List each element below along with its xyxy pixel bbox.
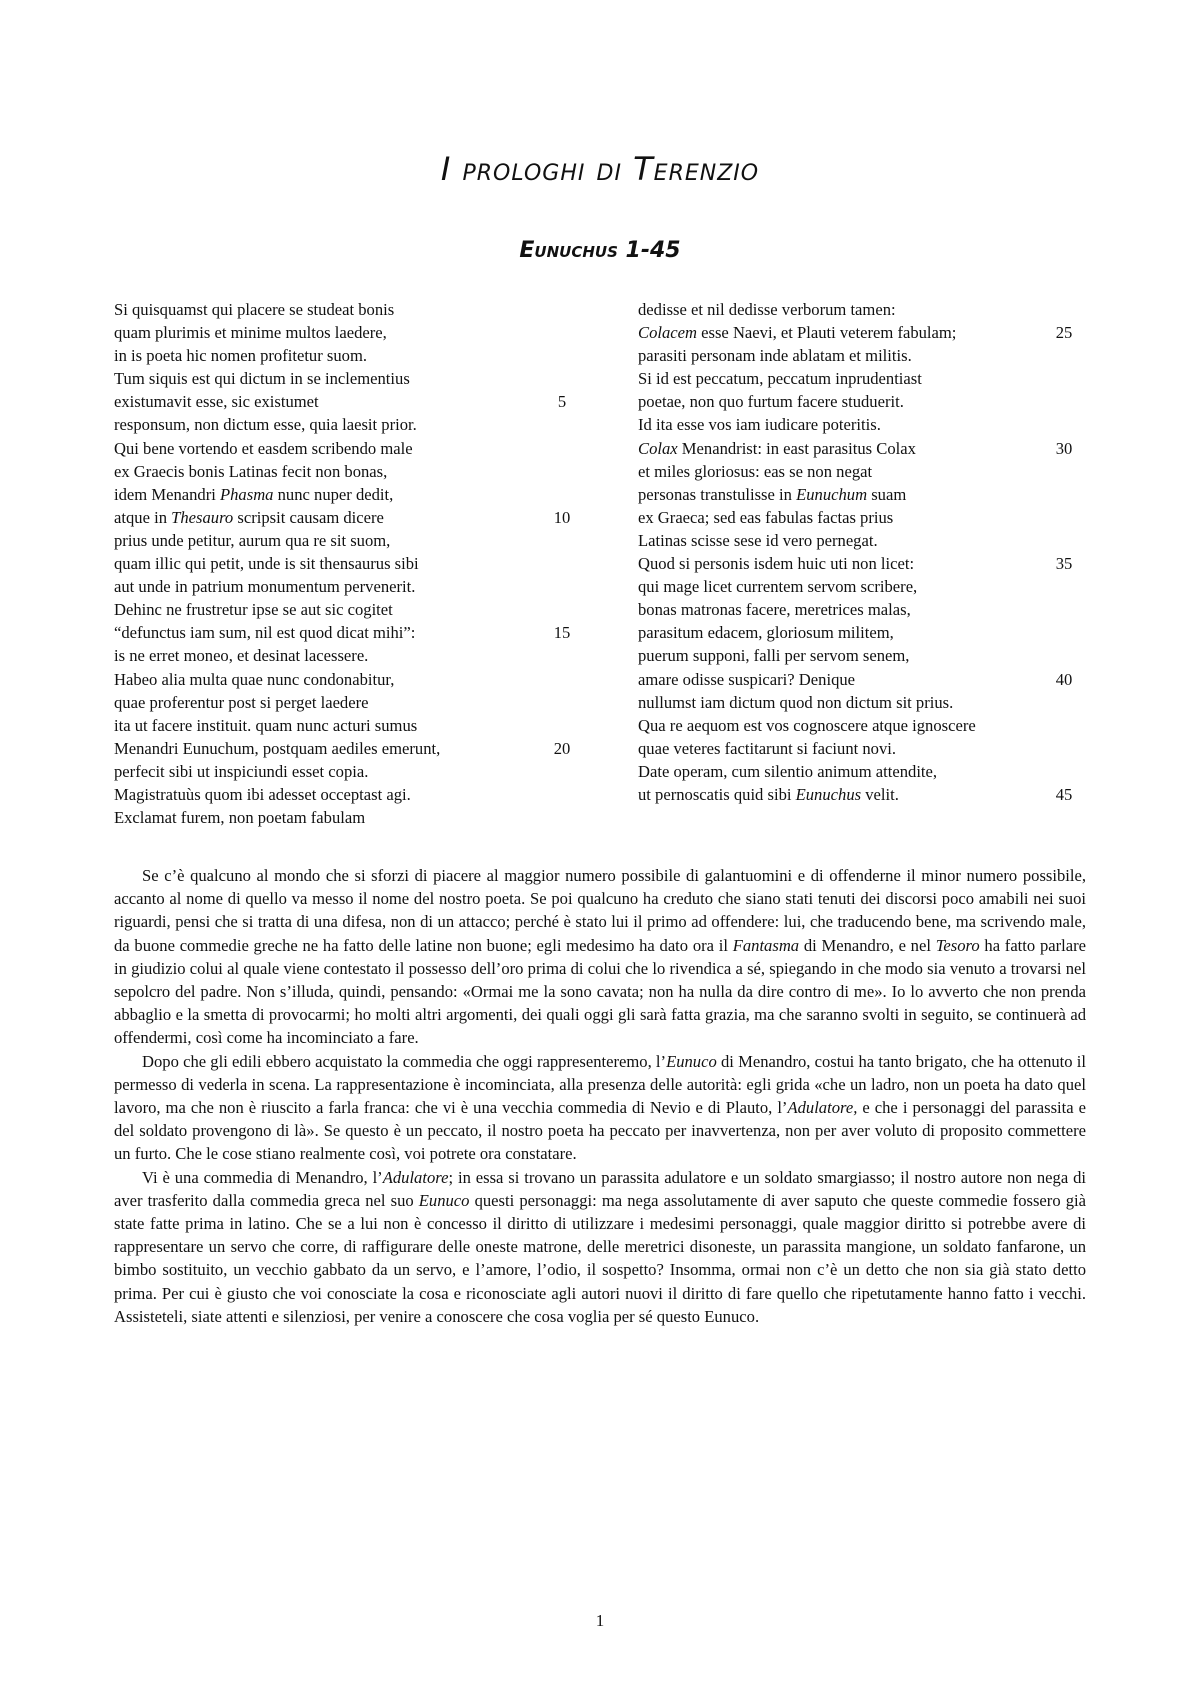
text-segment: ha fatto parlare in giudizio colui al quale viene contestato il possesso dell’oro prima di colui che lo rivendica a sé, spiegando in che modo sia venuto a trovarsi nel sepolcro del padre. Non s’illuda, quindi, pensando: «Ormai me la sono cavata; non ha nulla da dire contro di me». Io lo avverto che non prenda abbaglio e la smetta di provocarmi; ho molti altri argomenti, dei quali oggi gli sarà fatta grazia, ma che saranno svolti in seguito, se continuerà ad offendermi, così come ha incominciato a fare.: [114, 935, 1086, 1048]
verse-line: [638, 460, 1098, 483]
verse-line: [638, 783, 1098, 806]
verse-text: [638, 646, 909, 665]
verse-number: 15: [553, 623, 571, 643]
verse-text: [638, 670, 855, 689]
verse-text: [114, 716, 417, 735]
verse-text: [638, 716, 976, 735]
latin-verses-right-column: [638, 298, 1098, 806]
verse-line: [638, 529, 1098, 552]
verse-line: [114, 483, 574, 506]
text-segment: parasitum edacem, gloriosum militem,: [638, 623, 894, 643]
text-segment: is ne erret moneo, et desinat lacessere.: [114, 646, 369, 666]
verse-text: [638, 600, 911, 619]
verse-line: [638, 598, 1098, 621]
verse-text: [114, 623, 415, 642]
italic-title: Colax: [638, 438, 678, 458]
text-segment: Exclamat furem, non poetam fabulam: [114, 808, 366, 828]
verse-line: [114, 575, 574, 598]
text-segment: personas transtulisse in: [638, 484, 797, 504]
verse-line: [114, 714, 574, 737]
verse-line: [638, 691, 1098, 714]
verse-text: [638, 531, 878, 550]
text-segment: prius unde petitur, aurum qua re sit suom,: [114, 530, 391, 550]
text-segment: quam illic qui petit, unde is sit thensaurus sibi: [114, 554, 419, 574]
italic-title: Fantasma: [732, 935, 800, 955]
verse-line: [638, 506, 1098, 529]
verse-line: [114, 783, 574, 806]
verse-text: [638, 346, 912, 365]
verse-line: [114, 668, 574, 691]
section-subtitle: Eunuchus 1-45: [519, 238, 681, 263]
text-segment: Qua re aequom est vos cognoscere atque ignoscere: [638, 715, 976, 735]
verse-line: [638, 413, 1098, 436]
text-segment: ex Graecis bonis Latinas fecit non bonas,: [114, 461, 388, 481]
text-segment: parasiti personam inde ablatam et militis.: [638, 346, 912, 366]
verse-text: [638, 323, 956, 342]
latin-verses-left-column: [114, 298, 574, 829]
text-segment: ut pernoscatis quid sibi: [638, 784, 796, 804]
verse-text: [114, 554, 419, 573]
text-segment: ex Graeca; sed eas fabulas factas prius: [638, 507, 894, 527]
verse-text: [114, 577, 415, 596]
verse-text: [114, 485, 393, 504]
translation-paragraph: [114, 864, 1086, 1050]
verse-line: [114, 760, 574, 783]
verse-text: [638, 693, 953, 712]
text-segment: Tum siquis est qui dictum in se inclementius: [114, 369, 410, 389]
verse-line: [114, 644, 574, 667]
verse-text: [114, 392, 319, 411]
verse-text: [114, 739, 440, 758]
text-segment: Magistratuùs quom ibi adesset occeptast agi.: [114, 784, 411, 804]
verse-text: [638, 300, 896, 319]
verse-text: [638, 623, 894, 642]
verse-line: [638, 552, 1098, 575]
text-segment: ita ut facere instituit. quam nunc acturi sumus: [114, 715, 418, 735]
text-segment: di Menandro, costui ha tanto brigato, che ha ottenuto il permesso di vederla in scena. La rappresentazione è incominciata, alla presenza delle autorità: egli grida «che un ladro, non un poeta ha dato quel lavoro, ma che non è riuscito a farla franca: che vi è una vecchia commedia di Nevio e di Plauto, l’: [114, 1051, 1086, 1118]
verse-line: [638, 737, 1098, 760]
verse-line: [114, 806, 574, 829]
text-segment: velit.: [861, 784, 899, 804]
verse-number: 10: [553, 507, 571, 527]
text-segment: poetae, non quo furtum facere studuerit.: [638, 392, 904, 412]
verse-text: [638, 577, 917, 596]
verse-line: [114, 321, 574, 344]
text-segment: Qui bene vortendo et easdem scribendo male: [114, 438, 413, 458]
text-segment: idem Menandri: [114, 484, 220, 504]
translation-paragraph: [114, 1166, 1086, 1328]
verse-text: [114, 323, 387, 342]
text-segment: Id ita esse vos iam iudicare poteritis.: [638, 415, 881, 435]
verse-text: [638, 415, 881, 434]
verse-text: [638, 554, 914, 573]
verse-line: [638, 298, 1098, 321]
text-segment: Se c’è qualcuno al mondo che si sforzi di piacere al maggior numero possibile di galantuomini e di offenderne il minor numero possibile, accanto al nome di quello va messo il nome del nostro poeta. Se poi qualcuno ha creduto che siano stati tenuti dei discorsi poco amabili nei suoi riguardi, pensi che si tratta di una difesa, non di un attacco; perché è stato lui il primo ad offendere: lui, che traducendo bene, ma scrivendo male, da buone commedie greche ne ha fatto delle latine non buone; egli medesimo ha dato ora il: [114, 866, 1086, 955]
verse-number: 35: [1055, 554, 1073, 574]
verse-line: [638, 668, 1098, 691]
text-segment: Menandri Eunuchum, postquam aediles emerunt,: [114, 738, 441, 758]
verse-line: [638, 321, 1098, 344]
text-segment: esse Naevi, et Plauti veterem fabulam;: [697, 323, 957, 343]
verse-line: [114, 413, 574, 436]
text-segment: amare odisse suspicari? Denique: [638, 669, 856, 689]
translation-paragraph: [114, 1050, 1086, 1166]
italic-title: Eunuchum: [796, 484, 868, 504]
text-segment: in is poeta hic nomen profitetur suom.: [114, 346, 368, 366]
verse-text: [638, 462, 872, 481]
text-segment: aut unde in patrium monumentum pervenerit.: [114, 577, 416, 597]
verse-line: [638, 714, 1098, 737]
text-segment: e che i personaggi del parassita e del soldato provengono di là». Se questo è un peccato, il nostro poeta ha peccato per inavvertenza, non per aver voluto di proposito commettere un furto. Che le cose stiano realmente così, voi potrete ora constatare.: [114, 1098, 1086, 1164]
verse-text: [114, 300, 394, 319]
verse-line: [638, 390, 1098, 413]
text-segment: puerum supponi, falli per servom senem,: [638, 646, 910, 666]
verse-number: 5: [557, 392, 567, 412]
italic-title: Thesauro: [171, 507, 234, 527]
italic-title: Adulatore,: [787, 1098, 858, 1118]
verse-text: [114, 646, 368, 665]
verse-line: [638, 437, 1098, 460]
text-segment: questi personaggi: ma nega assolutamente di aver saputo che queste commedie fossero già state fatte prima in latino. Che se a lui non è concesso il diritto di utilizzare i medesimi personaggi, quale maggior diritto si potrebbe avere di rappresentare un servo che corre, di raffigurare delle oneste matrone, delle meretrici disoneste, un parassita mangione, un soldato fanfarone, un bimbo sostituito, un vecchio gabbato da un servo, e l’amore, l’odio, il sospetto? Insomma, ormai non c’è un detto che non sia già stato detto prima. Per cui è giusto che voi conosciate la cosa e riconosciate agli autori nuovi il diritto di fare quello che ripetutamente hanno fatto i vecchi. Assisteteli, siate attenti e silenziosi, per venire a conoscere che cosa voglia per sé questo Eunuco.: [114, 1190, 1086, 1326]
text-segment: Dopo che gli edili ebbero acquistato la commedia che oggi rappresenteremo, l’: [142, 1051, 667, 1071]
text-segment: quam plurimis et minime multos laedere,: [114, 323, 387, 343]
text-segment: et miles gloriosus: eas se non negat: [638, 461, 873, 481]
text-segment: Latinas scisse sese id vero pernegat.: [638, 530, 878, 550]
verse-line: [114, 621, 574, 644]
text-segment: ; in essa si trovano un parassita adulatore e un soldato smargiasso; il nostro autore non nega di aver trasferito dalla commedia greca nel suo: [114, 1167, 1086, 1210]
verse-line: [114, 691, 574, 714]
verse-text: [114, 439, 413, 458]
verse-text: [114, 462, 387, 481]
verse-line: [114, 460, 574, 483]
italic-title: Tesoro: [935, 935, 980, 955]
verse-line: [638, 367, 1098, 390]
text-segment: dedisse et nil dedisse verborum tamen:: [638, 300, 896, 319]
verse-line: [114, 529, 574, 552]
text-segment: qui mage licet currentem servom scribere,: [638, 577, 918, 597]
text-segment: nullumst iam dictum quod non dictum sit prius.: [638, 692, 954, 712]
verse-text: [638, 485, 906, 504]
verse-text: [114, 369, 410, 388]
verse-line: [114, 598, 574, 621]
text-segment: nunc nuper dedit,: [273, 484, 394, 504]
text-segment: “defunctus iam sum, nil est quod dicat mihi”:: [114, 623, 416, 643]
text-segment: responsum, non dictum esse, quia laesit prior.: [114, 415, 417, 435]
verse-line: [114, 367, 574, 390]
italic-title: Eunuco: [418, 1190, 470, 1210]
verse-number: 40: [1055, 669, 1073, 689]
text-segment: Vi è una commedia di Menandro, l’: [142, 1167, 383, 1187]
verse-number: 45: [1055, 784, 1073, 804]
text-segment: suam: [867, 484, 907, 504]
verse-text: [638, 762, 937, 781]
text-segment: Date operam, cum silentio animum attendite,: [638, 761, 938, 781]
verse-text: [114, 693, 368, 712]
verse-line: [638, 760, 1098, 783]
verse-line: [114, 344, 574, 367]
text-segment: Si id est peccatum, peccatum inprudentiast: [638, 369, 922, 389]
verse-line: [638, 644, 1098, 667]
italic-title: Eunuchus: [795, 784, 862, 804]
text-segment: perfecit sibi ut inspiciundi esset copia.: [114, 761, 369, 781]
text-segment: scripsit causam dicere: [233, 507, 384, 527]
italian-translation: [114, 864, 1086, 1328]
verse-text: [638, 739, 896, 758]
italic-title: Adulatore: [382, 1167, 449, 1187]
verse-text: [114, 346, 367, 365]
text-segment: quae proferentur post si perget laedere: [114, 692, 369, 712]
verse-number: 20: [553, 738, 571, 758]
text-segment: bonas matronas facere, meretrices malas,: [638, 600, 911, 620]
verse-number: 25: [1055, 323, 1073, 343]
text-segment: di Menandro, e nel: [799, 935, 936, 955]
verse-text: [114, 670, 394, 689]
text-segment: existumavit esse, sic existumet: [114, 392, 319, 412]
page-title: I prologhi di Terenzio: [440, 150, 760, 188]
verse-line: [114, 552, 574, 575]
verse-text: [114, 531, 390, 550]
italic-title: Phasma: [220, 484, 274, 504]
verse-line: [638, 575, 1098, 598]
italic-title: Eunuco: [666, 1051, 717, 1071]
italic-title: Colacem: [638, 323, 697, 343]
page-number: 1: [595, 1611, 605, 1630]
verse-line: [114, 737, 574, 760]
verse-line: [114, 298, 574, 321]
verse-line: [114, 390, 574, 413]
verse-text: [114, 415, 417, 434]
verse-line: [638, 344, 1098, 367]
verse-text: [638, 439, 916, 458]
verse-text: [638, 508, 893, 527]
verse-text: [114, 762, 368, 781]
verse-text: [638, 785, 899, 804]
verse-text: [638, 369, 922, 388]
verse-text: [114, 785, 411, 804]
text-segment: Quod si personis isdem huic uti non licet:: [638, 554, 915, 574]
text-segment: quae veteres factitarunt si faciunt novi.: [638, 738, 897, 758]
verse-line: [638, 621, 1098, 644]
verse-text: [638, 392, 904, 411]
verse-number: 30: [1055, 438, 1073, 458]
verse-text: [114, 808, 365, 827]
verse-line: [114, 506, 574, 529]
verse-text: [114, 508, 384, 527]
verse-line: [638, 483, 1098, 506]
text-segment: Dehinc ne frustretur ipse se aut sic cogitet: [114, 600, 393, 620]
verse-text: [114, 600, 393, 619]
text-segment: Habeo alia multa quae nunc condonabitur,: [114, 669, 395, 689]
text-segment: Menandrist: in east parasitus Colax: [677, 438, 916, 458]
verse-line: [114, 437, 574, 460]
text-segment: atque in: [114, 507, 172, 527]
text-segment: Si quisquamst qui placere se studeat bonis: [114, 300, 395, 319]
